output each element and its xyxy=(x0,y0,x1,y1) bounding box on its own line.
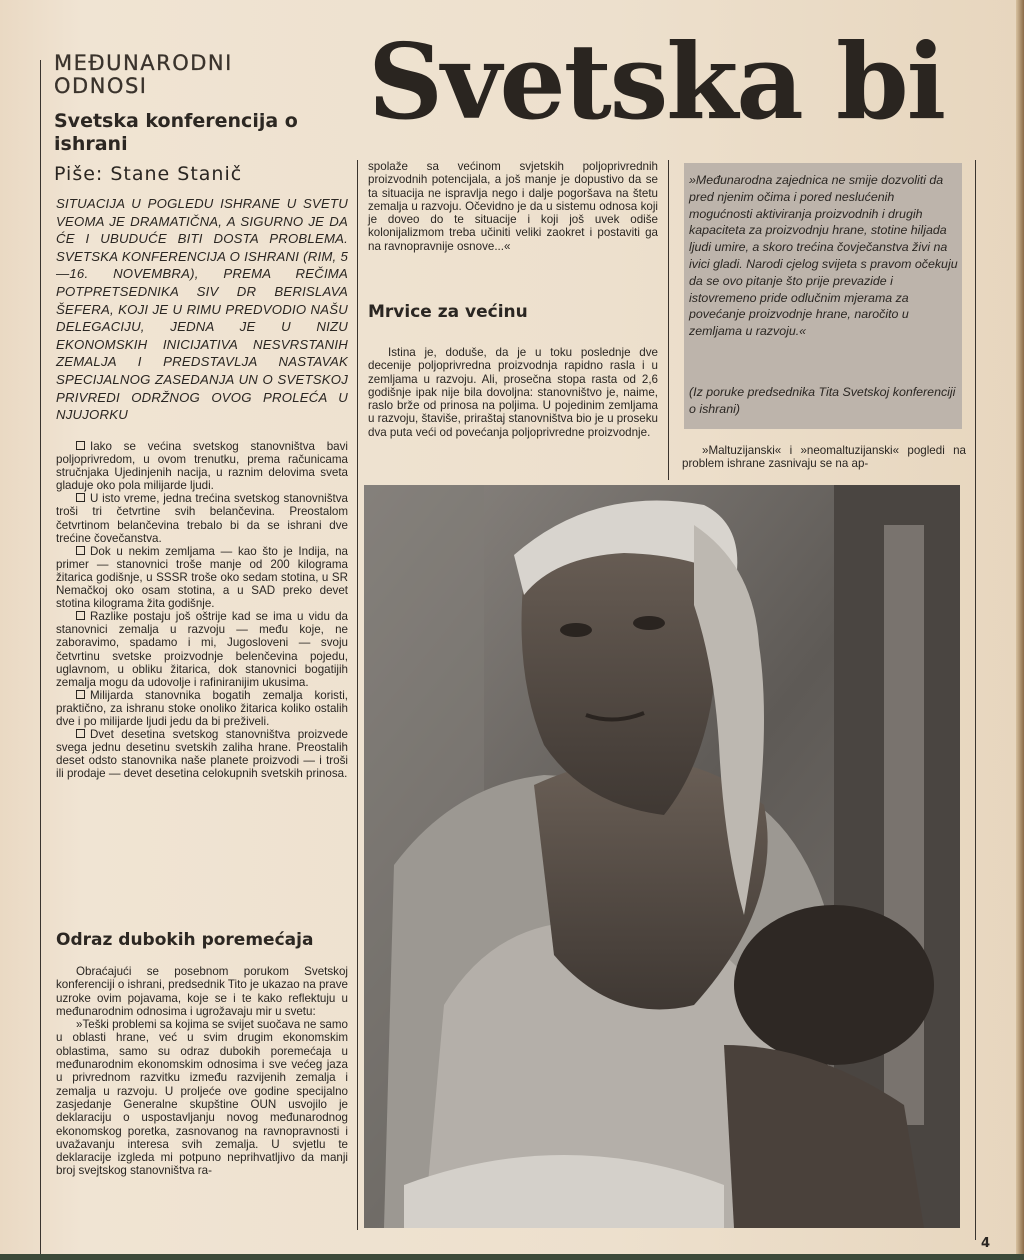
photo-illustration xyxy=(364,485,960,1228)
bullet-item: Milijarda stanovnika bogatih zemalja koristi, praktično, za ishranu stoke onoliko žitarica koliko ostalih dve i po milijarde ljudi jedu da bi preživeli. xyxy=(56,688,348,728)
paragraph: »Maltuzijanski« i »neomaltuzijanski« pogledi na problem ishrane zasnivaju se na ap- xyxy=(682,444,966,471)
column-divider-left xyxy=(357,160,358,1230)
column-divider-right xyxy=(975,160,976,1240)
column-divider-middle xyxy=(668,160,669,480)
paragraph: »Teški problemi sa kojima se svijet suočava ne samo u oblasti hrane, već u svim drugim ekonomskim oblastima, samo su odraz dubokih poremećaja u međunarodnim ekonomskim odnosima i sve većeg jaza u privrednom razvitku između razvijenih zemalja i zemalja u razvoju. U proljeće ove godine specijalno zasjedanje Generalne skupštine OUN usvojilo je deklaraciju o uspostavljanju novog međunarodnog ekonomskog poretka, zasnovanog na ravnopravnosti i uvažavanju interesa svih zemalja. U svjetlu te deklaracije izgleda mi potpuno neprihvatljivo da manji broj svejtskog stanovništva ra- xyxy=(56,1018,348,1178)
page-edge xyxy=(1016,0,1024,1260)
bullet-list xyxy=(56,440,348,780)
section-heading-mrvice: Mrvice za većinu xyxy=(368,302,528,322)
article-subtitle: Svetska konferencija o ishrani xyxy=(54,110,298,155)
square-bullet-icon xyxy=(76,493,85,502)
square-bullet-icon xyxy=(76,729,85,738)
paragraph: Istina je, doduše, da je u toku poslednje dve decenije poljoprivredna proizvodnja rapidno rasla i u zemljama u razvoju. Ali, prosečna stopa rasta od 2,6 godišnje ipak nije bila dovoljna: stanovništvo je, naime, raslo brže od prinosa na poljima. U pojedinim zemljama u razvoju, štaviše, priraštaj stanovništva bio je u proseku dva puta veći od povećanja poljoprivredne proizvodnje. xyxy=(368,346,658,439)
square-bullet-icon xyxy=(76,611,85,620)
quote-source: (Iz poruke predsednika Tita Svetskoj konferenciji o ishrani) xyxy=(689,385,956,416)
section-heading-odraz: Odraz dubokih poremećaja xyxy=(56,930,314,950)
lead-paragraph: SITUACIJA U POGLEDU ISHRANE U SVETU VEOMA JE DRAMATIČNA, A SIGURNO JE DA ĆE I UBUDUĆE BITI DOSTA PROBLEMA. SVETSKA KONFERENCIJA O ISHRANI (RIM, 5—16. NOVEMBRA), PREMA REČIMA POTPRETSEDNIKA SIV DR BERISLAVA ŠEFERA, KOJI JE U RIMU PREDVODIO NAŠU DELEGACIJU, JEDNA JE U NIZU EKONOMSKIH INICIJATIVA NESVRSTANIH ZEMALJA I PREDSTAVLJA NASTAVAK SPECIJALNOG ZASEDANJA UN O SVETSKOJ PRIVREDI ODRŽNOG OVOG PROLEĆA U NJUJORKU xyxy=(56,196,348,423)
body-text-left-bottom xyxy=(56,965,348,1178)
bullet-item: Dok u nekim zemljama — kao što je Indija, na primer — stanovnici troše manje od 200 kilograma žitarica godišnje, u SSSR troše oko sedam stotina, u SR Nemačkoj oko osam stotina, a u SAD preko devet stotina kilograma žita godišnje. xyxy=(56,544,348,611)
bullet-item: Razlike postaju još oštrije kad se ima u vidu da stanovnici zemalja u razvoju — među koje, ne zaboravimo, spadamo i mi, Jugosloveni — svoju četvrtinu svetske proizvodnje belenčevina pojedu, uglavnom, u obliku žitarica, dok stanovnici bogatijih zemalja mogu da udovolje i rafiniranijim ukusima. xyxy=(56,610,348,689)
square-bullet-icon xyxy=(76,690,85,699)
square-bullet-icon xyxy=(76,441,85,450)
left-column-rule xyxy=(40,60,41,1260)
body-text-right xyxy=(682,444,966,471)
body-text-middle-top: spolaže sa većinom svjetskih poljoprivrednih proizvodnih potencijala, a još manje je dopustivo da se ta situacija ne ispravlja nego i dalje pogoršava na štetu zemalja u razvoju. Očevidno je da u sistemu odnosa koji je doveo do te situacije i koji još uvek odiše kolonijalizmom treba učiniti veliki zaokret i postaviti ga na ravnopravnije osnove...« xyxy=(368,160,658,253)
paragraph: Obraćajući se posebnom porukom Svetskoj konferenciji o ishrani, predsednik Tito je ukazao na prave uzroke ovim pojavama, koje se i te kako reflektuju u međunarodnim odnosima i ugrožavaju mir u svetu: xyxy=(56,965,348,1018)
author-byline: Piše: Stane Stanič xyxy=(54,163,243,185)
section-label: MEĐUNARODNI ODNOSI xyxy=(54,51,233,98)
quote-text: »Međunarodna zajednica ne smije dozvoliti da pred njenim očima i pored neslućenih mogućnosti aktiviranja proizvodnih i drugih kapaciteta za proizvodnju hrane, stotine hiljada ljudi umire, a skoro trećina čovječanstva živi na ivici gladi. Narodi cjelog svijeta s pravom očekuju da se ovo pitanje što prije prevazide i istovremeno pride odlučnim mjerama za povećanje proizvodnje hrane, naročito u zemljama u razvoju.« xyxy=(689,173,958,339)
square-bullet-icon xyxy=(76,546,85,555)
bullet-item: Dvet desetina svetskog stanovništva proizvede svega jednu desetinu svetskih zaliha hrane. Preostalih deset odsto stanovnika naše planete proizvodi — i troši ili prodaje — devet desetina celokupnih svetskih prinosa. xyxy=(56,728,348,781)
page-bottom-edge xyxy=(0,1254,1024,1260)
headline: Svetska bi xyxy=(368,22,945,142)
body-text-middle xyxy=(368,346,658,439)
bullet-item: Iako se većina svetskog stanovništva bavi poljoprivredom, u ovom trenutku, prema računicama stručnjaka Ujedinjenih nacija, u raznim delovima sveta gladuje oko pola milijarde ljudi. xyxy=(56,440,348,493)
page-number: 4 xyxy=(981,1236,991,1251)
bullet-item: U isto vreme, jedna trećina svetskog stanovništva troši tri četvrtine svih belančevina. Preostalom četvrtinom belančevina trebalo bi da se ishrani dve trećine čovečanstva. xyxy=(56,492,348,545)
photo-woman-with-child xyxy=(364,485,960,1228)
